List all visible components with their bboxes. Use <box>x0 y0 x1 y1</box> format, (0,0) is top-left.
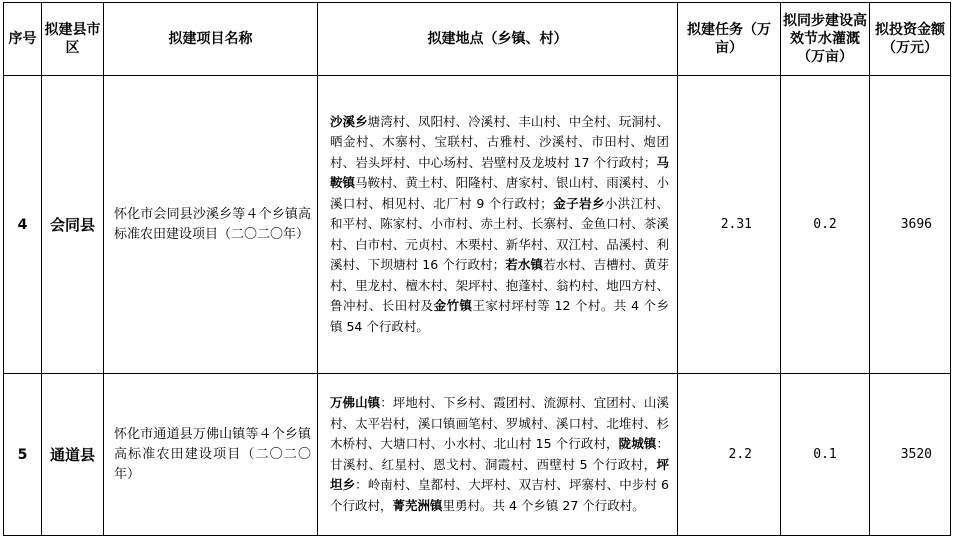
location-villages: ：岭南村、皇都村、大坪村、双吉村、坪寨村、中步村 6 个行政村， <box>330 477 669 513</box>
location-township: 金子岩乡 <box>552 195 605 211</box>
location-villages: ：甘溪村、红星村、恩戈村、洞霞村、西壁村 5 个行政村， <box>330 436 669 472</box>
location-township: 沙溪乡 <box>330 113 368 129</box>
project-name: 怀化市会同县沙溪乡等４个乡镇高标准农田建设项目（二〇二〇年） <box>104 76 318 374</box>
table-row <box>4 76 951 374</box>
row-number: 4 <box>4 76 42 374</box>
header-investment: 拟投资金额（万元） <box>870 3 951 76</box>
location-villages: 小洪江村、和平村、陈家村、小市村、赤土村、长寨村、金鱼口村、茶溪村、白市村、元贞村、木栗村、新华村、双江村、品溪村、利溪村、下坝塘村 16 个行政村； <box>330 195 669 273</box>
county-name: 通道县 <box>42 374 104 536</box>
irrigation-value: 0.2 <box>781 76 870 374</box>
task-value: 2.31 <box>678 76 781 374</box>
header-row <box>4 3 951 76</box>
investment-value: 3520 <box>870 374 951 536</box>
location-villages: 塘湾村、凤阳村、冷溪村、丰山村、中全村、玩洞村、晒金村、木寨村、宝联村、古雅村、沙溪村、市田村、炮团村、岩头坪村、中心场村、岩壁村及龙坡村 17 个行政村； <box>330 113 669 170</box>
table-row <box>4 374 951 536</box>
location-township: 金竹镇 <box>433 298 473 314</box>
location-villages: 里勇村。共 4 个乡镇 27 个行政村。 <box>442 497 645 513</box>
row-number: 5 <box>4 374 42 536</box>
location-township: 菁芜洲镇 <box>392 497 443 513</box>
header-irrigation: 拟同步建设高效节水灌溉（万亩） <box>781 3 870 76</box>
location-township: 陇城镇 <box>618 436 657 451</box>
investment-value: 3696 <box>870 76 951 374</box>
header-county: 拟建县市区 <box>42 3 104 76</box>
location-township: 马鞍镇 <box>330 154 669 191</box>
header-project: 拟建项目名称 <box>104 3 318 76</box>
location-villages: 马鞍村、黄土村、阳隆村、唐家村、银山村、雨溪村、小溪口村、相见村、北厂村 9 个行政村； <box>330 175 669 211</box>
location-villages: 王家村坪村等 12 个村。共 4 个乡镇 54 个行政村。 <box>330 298 669 334</box>
irrigation-value: 0.1 <box>781 374 870 536</box>
task-value: 2.2 <box>678 374 781 536</box>
location-township: 万佛山镇 <box>330 395 381 410</box>
header-location: 拟建地点（乡镇、村） <box>318 3 678 76</box>
header-task: 拟建任务（万亩） <box>678 3 781 76</box>
location-text <box>318 374 678 536</box>
location-township: 坪坦乡 <box>330 456 669 492</box>
county-name: 会同县 <box>42 76 104 374</box>
location-villages: 若水村、吉槽村、黄芽村、里龙村、檀木村、架坪村、抱蓬村、翁杓村、地四方村、鲁冲村、长田村及 <box>330 257 669 314</box>
location-villages: ：坪地村、下乡村、霞团村、流源村、宜团村、山溪村、太平岩村，溪口镇画笔村、罗城村、溪口村、北堆村、杉木桥村、大塘口村、小水村、北山村 15 个行政村， <box>330 395 669 451</box>
location-township: 若水镇 <box>505 257 544 273</box>
location-text <box>318 76 678 374</box>
header-no: 序号 <box>4 3 42 76</box>
project-name: 怀化市通道县万佛山镇等４个乡镇高标准农田建设项目（二〇二〇年） <box>104 374 318 536</box>
project-table <box>3 2 951 536</box>
